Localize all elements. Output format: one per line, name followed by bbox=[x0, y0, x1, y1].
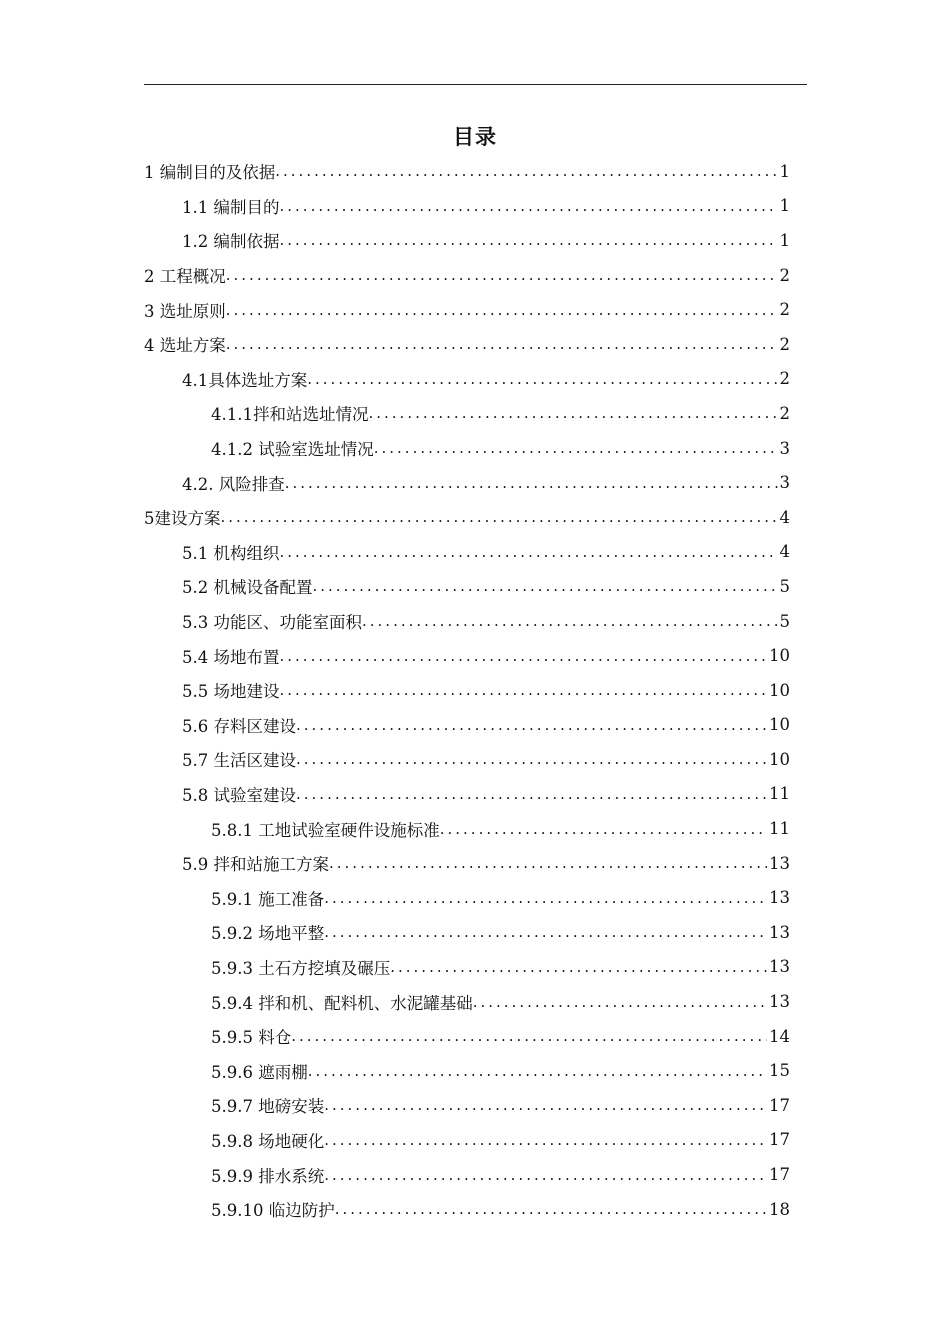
toc-entry-label: 3 选址原则 bbox=[144, 301, 226, 321]
toc-entry[interactable] bbox=[144, 1088, 790, 1123]
dot-leader bbox=[374, 439, 778, 457]
dot-leader bbox=[368, 404, 777, 422]
dot-leader bbox=[308, 1062, 767, 1080]
toc-page-number: 1 bbox=[779, 161, 790, 181]
toc-page-number: 2 bbox=[779, 403, 790, 423]
toc-page-number: 3 bbox=[779, 473, 790, 493]
toc-entry-label: 2 工程概况 bbox=[144, 267, 226, 287]
toc-entry-label: 5.9.9 排水系统 bbox=[211, 1166, 325, 1186]
dot-leader bbox=[280, 197, 778, 215]
toc-entry[interactable] bbox=[144, 327, 790, 362]
dot-leader bbox=[226, 301, 778, 319]
toc-page-number: 10 bbox=[769, 680, 790, 700]
toc-page-number: 17 bbox=[769, 1095, 790, 1115]
toc-entry-label: 5.1 机构组织 bbox=[182, 543, 280, 563]
toc-page-number: 1 bbox=[779, 196, 790, 216]
toc-entry[interactable] bbox=[144, 1019, 790, 1054]
dot-leader bbox=[362, 612, 778, 630]
toc-page-number: 1 bbox=[779, 230, 790, 250]
toc-page-number: 15 bbox=[769, 1061, 790, 1081]
toc-entry-label: 1.2 编制依据 bbox=[182, 232, 280, 252]
toc-page-number: 2 bbox=[779, 265, 790, 285]
toc-page-number: 13 bbox=[769, 957, 790, 977]
toc-entry-label: 5.9.7 地磅安装 bbox=[211, 1097, 325, 1117]
toc-page-number: 10 bbox=[769, 749, 790, 769]
table-of-contents bbox=[144, 154, 790, 1226]
toc-entry[interactable] bbox=[144, 1123, 790, 1158]
toc-entry-label: 5.9.6 遮雨棚 bbox=[211, 1062, 308, 1082]
toc-entry[interactable] bbox=[144, 431, 790, 466]
toc-entry-label: 5.9.3 土石方挖填及碾压 bbox=[211, 958, 391, 978]
toc-entry[interactable] bbox=[144, 362, 790, 397]
toc-entry-label: 5.8.1 工地试验室硬件设施标准 bbox=[211, 820, 440, 840]
toc-page-number: 2 bbox=[779, 334, 790, 354]
dot-leader bbox=[324, 889, 767, 907]
dot-leader bbox=[280, 543, 778, 561]
dot-leader bbox=[221, 508, 778, 526]
dot-leader bbox=[291, 1027, 767, 1045]
toc-entry-label: 4 选址方案 bbox=[144, 336, 226, 356]
toc-page-number: 11 bbox=[769, 784, 790, 804]
toc-entry[interactable] bbox=[144, 1192, 790, 1227]
toc-entry-label: 5建设方案 bbox=[144, 509, 221, 529]
toc-entry-label: 5.5 场地建设 bbox=[182, 682, 280, 702]
toc-entry-label: 1.1 编制目的 bbox=[182, 197, 280, 217]
dot-leader bbox=[324, 1131, 767, 1149]
toc-entry[interactable] bbox=[144, 500, 790, 535]
toc-entry-label: 4.1具体选址方案 bbox=[182, 370, 308, 390]
dot-leader bbox=[390, 958, 767, 976]
toc-entry[interactable] bbox=[144, 673, 790, 708]
toc-page-number: 17 bbox=[769, 1130, 790, 1150]
toc-entry[interactable] bbox=[144, 811, 790, 846]
toc-entry[interactable] bbox=[144, 258, 790, 293]
toc-entry[interactable] bbox=[144, 984, 790, 1019]
toc-entry-label: 5.9.4 拌和机、配料机、水泥罐基础 bbox=[211, 993, 473, 1013]
toc-entry[interactable] bbox=[144, 1157, 790, 1192]
toc-entry[interactable] bbox=[144, 915, 790, 950]
dot-leader bbox=[296, 750, 767, 768]
toc-page-number: 3 bbox=[779, 438, 790, 458]
dot-leader bbox=[335, 1200, 767, 1218]
toc-entry-label: 5.9.1 施工准备 bbox=[211, 889, 325, 909]
toc-entry-label: 5.9.10 临边防护 bbox=[211, 1201, 335, 1221]
toc-page-number: 11 bbox=[769, 819, 790, 839]
toc-entry[interactable] bbox=[144, 465, 790, 500]
dot-leader bbox=[329, 854, 767, 872]
dot-leader bbox=[324, 1096, 767, 1114]
dot-leader bbox=[226, 266, 778, 284]
toc-entry-label: 4.2. 风险排查 bbox=[182, 474, 285, 494]
toc-entry[interactable] bbox=[144, 569, 790, 604]
toc-entry[interactable] bbox=[144, 777, 790, 812]
toc-entry[interactable] bbox=[144, 292, 790, 327]
toc-entry[interactable] bbox=[144, 638, 790, 673]
toc-entry[interactable] bbox=[144, 604, 790, 639]
toc-page-number: 13 bbox=[769, 888, 790, 908]
toc-entry[interactable] bbox=[144, 223, 790, 258]
dot-leader bbox=[307, 370, 777, 388]
toc-entry-label: 5.7 生活区建设 bbox=[182, 751, 296, 771]
toc-page-number: 14 bbox=[769, 1026, 790, 1046]
toc-entry[interactable] bbox=[144, 742, 790, 777]
dot-leader bbox=[280, 231, 778, 249]
dot-leader bbox=[324, 1166, 767, 1184]
toc-page-number: 17 bbox=[769, 1165, 790, 1185]
toc-page-number: 2 bbox=[779, 369, 790, 389]
toc-entry-label: 5.4 场地布置 bbox=[182, 647, 280, 667]
toc-entry-label: 5.9 拌和站施工方案 bbox=[182, 855, 329, 875]
toc-page-number: 18 bbox=[769, 1199, 790, 1219]
toc-entry-label: 5.9.5 料仓 bbox=[211, 1028, 292, 1048]
toc-entry-label: 1 编制目的及依据 bbox=[144, 163, 276, 183]
toc-entry[interactable] bbox=[144, 1053, 790, 1088]
dot-leader bbox=[440, 820, 767, 838]
dot-leader bbox=[473, 993, 767, 1011]
toc-entry[interactable] bbox=[144, 189, 790, 224]
toc-entry-label: 4.1.2 试验室选址情况 bbox=[211, 440, 374, 460]
dot-leader bbox=[280, 681, 768, 699]
toc-entry-label: 5.9.2 场地平整 bbox=[211, 924, 325, 944]
toc-page-number: 10 bbox=[769, 646, 790, 666]
toc-page-number: 13 bbox=[769, 922, 790, 942]
dot-leader bbox=[285, 474, 778, 492]
toc-entry-label: 5.9.8 场地硬化 bbox=[211, 1131, 325, 1151]
toc-entry[interactable] bbox=[144, 154, 790, 189]
toc-page-number: 13 bbox=[769, 992, 790, 1012]
toc-entry[interactable] bbox=[144, 708, 790, 743]
toc-entry-label: 4.1.1拌和站选址情况 bbox=[211, 405, 369, 425]
dot-leader bbox=[296, 716, 767, 734]
toc-entry[interactable] bbox=[144, 950, 790, 985]
toc-page-number: 2 bbox=[779, 300, 790, 320]
toc-entry[interactable] bbox=[144, 880, 790, 915]
toc-entry-label: 5.3 功能区、功能室面积 bbox=[182, 613, 362, 633]
toc-entry-label: 5.2 机械设备配置 bbox=[182, 578, 313, 598]
dot-leader bbox=[275, 162, 777, 180]
dot-leader bbox=[324, 923, 767, 941]
toc-page-number: 4 bbox=[779, 507, 790, 527]
dot-leader bbox=[226, 335, 778, 353]
toc-entry-label: 5.6 存料区建设 bbox=[182, 716, 296, 736]
toc-page-number: 5 bbox=[779, 611, 790, 631]
header-rule bbox=[144, 84, 807, 85]
dot-leader bbox=[313, 577, 778, 595]
toc-page-number: 4 bbox=[779, 542, 790, 562]
dot-leader bbox=[280, 647, 768, 665]
toc-entry[interactable] bbox=[144, 535, 790, 570]
toc-title: 目录 bbox=[453, 125, 497, 149]
toc-entry-label: 5.8 试验室建设 bbox=[182, 785, 296, 805]
toc-page-number: 10 bbox=[769, 715, 790, 735]
toc-entry[interactable] bbox=[144, 396, 790, 431]
toc-page-number: 13 bbox=[769, 853, 790, 873]
toc-entry[interactable] bbox=[144, 846, 790, 881]
toc-page-number: 5 bbox=[779, 576, 790, 596]
dot-leader bbox=[296, 785, 767, 803]
